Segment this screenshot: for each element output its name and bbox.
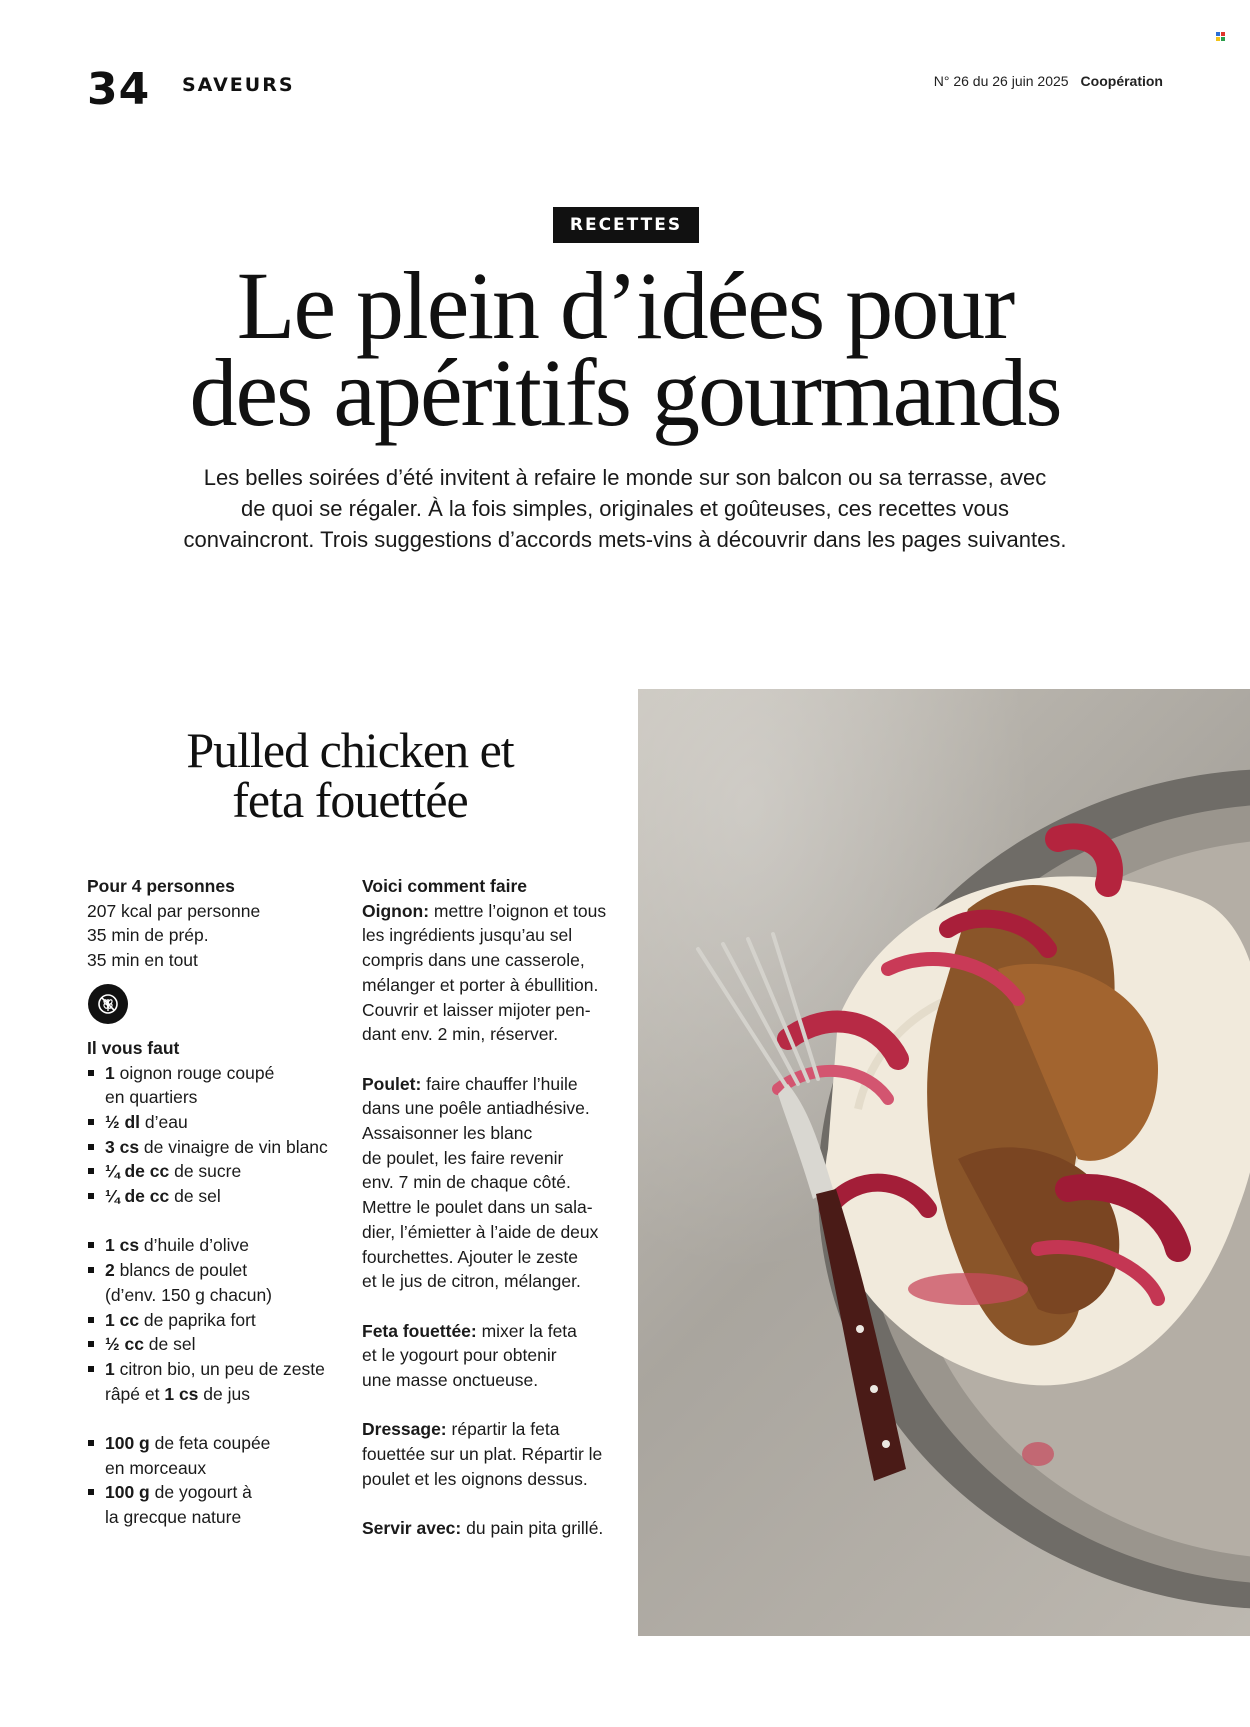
recipe-title — [110, 722, 590, 828]
ingredient-line: la grecque nature — [105, 1507, 242, 1528]
print-registration-mark — [1216, 32, 1225, 41]
ingredient-quantity: 100 g — [105, 1433, 150, 1454]
step-line: Poulet: faire chauffer l’huile — [362, 1073, 578, 1094]
step-line: dans une poêle antiadhésive. — [362, 1098, 590, 1119]
step-line: Oignon: mettre l’oignon et tous — [362, 900, 607, 921]
ingredient-item — [87, 1480, 357, 1529]
step-line: Feta fouettée: mixer la feta — [362, 1320, 577, 1341]
ingredient-line: ½ cc de sel — [105, 1334, 196, 1355]
step-line: mélanger et porter à ébullition. — [362, 974, 599, 995]
magazine-brand: Coopération — [1080, 73, 1163, 89]
recipe-info-column — [87, 874, 357, 1530]
ingredient-line: 1 cs d’huile d’olive — [105, 1235, 249, 1256]
ingredient-line: 100 g de feta coupée — [105, 1433, 271, 1454]
ingredient-line: en morceaux — [105, 1457, 207, 1478]
method-heading: Voici comment faire — [362, 876, 528, 896]
ingredient-item — [87, 1233, 357, 1258]
step-line: et le yogourt pour obtenir — [362, 1345, 557, 1366]
ingredient-item — [87, 1110, 357, 1135]
method-steps — [362, 899, 624, 1541]
ingredient-line: 100 g de yogourt à — [105, 1482, 252, 1503]
step-line: poulet et les oignons dessus. — [362, 1468, 588, 1489]
issue-info — [934, 70, 1163, 92]
ingredient-quantity: 1 cs — [105, 1235, 140, 1256]
method-step — [362, 1319, 624, 1393]
method-column — [362, 874, 624, 1566]
ingredient-quantity: 1 cc — [105, 1309, 140, 1330]
ingredient-quantity: ¼ de cc — [105, 1186, 170, 1207]
ingredient-group — [87, 1061, 357, 1209]
ingredient-line: râpé et 1 cs de jus — [105, 1383, 250, 1404]
step-line: Servir avec: du pain pita grillé. — [362, 1518, 604, 1539]
gluten-free-icon — [88, 984, 128, 1024]
ingredient-line: 2 blancs de poulet — [105, 1260, 248, 1281]
step-line: dier, l’émietter à l’aide de deux — [362, 1221, 599, 1242]
step-line: de poulet, les faire revenir — [362, 1147, 564, 1168]
ingredients-list — [87, 1061, 357, 1530]
step-line: une masse onctueuse. — [362, 1370, 539, 1391]
ingredient-line: 3 cs de vinaigre de vin blanc — [105, 1136, 328, 1157]
ingredient-item — [87, 1159, 357, 1184]
ingredient-quantity: 100 g — [105, 1482, 150, 1503]
step-label: Feta fouettée: — [362, 1320, 477, 1341]
intro-line: de quoi se régaler. À la fois simples, originales et goûteuses, ces recettes vous — [241, 496, 1009, 521]
step-line: Mettre le poulet dans un sala- — [362, 1197, 593, 1218]
total-time: 35 min en tout — [87, 950, 198, 971]
step-line: fouettée sur un plat. Répartir le — [362, 1444, 603, 1465]
intro-line: Les belles soirées d’été invitent à refaire le monde sur son balcon ou sa terrasse, avec — [203, 465, 1047, 490]
ingredient-quantity: 1 — [105, 1358, 115, 1379]
ingredient-line: 1 cc de paprika fort — [105, 1309, 256, 1330]
ingredient-item — [87, 1135, 357, 1160]
ingredient-line: en quartiers — [105, 1087, 198, 1108]
article-intro — [150, 462, 1100, 555]
step-label: Oignon: — [362, 900, 430, 921]
step-line: Couvrir et laisser mijoter pen- — [362, 999, 591, 1020]
servings: Pour 4 personnes — [87, 876, 235, 896]
method-step — [362, 1417, 624, 1491]
ingredient-item — [87, 1357, 357, 1406]
step-line: env. 7 min de chaque côté. — [362, 1172, 571, 1193]
ingredient-quantity: 1 cs — [164, 1383, 199, 1404]
intro-line: convaincront. Trois suggestions d’accords mets-vins à découvrir dans les pages suivantes. — [183, 527, 1067, 552]
step-line: compris dans une casserole, — [362, 950, 585, 971]
recipe-title-line: Pulled chicken et — [186, 722, 514, 778]
ingredient-line: (d’env. 150 g chacun) — [105, 1284, 273, 1305]
ingredient-quantity: 3 cs — [105, 1136, 140, 1157]
step-line: Dressage: répartir la feta — [362, 1419, 560, 1440]
ingredient-item — [87, 1308, 357, 1333]
method-step — [362, 1072, 624, 1294]
prep-time: 35 min de prép. — [87, 925, 209, 946]
calories: 207 kcal par personne — [87, 900, 261, 921]
ingredient-group — [87, 1233, 357, 1406]
ingredient-quantity: 1 — [105, 1062, 115, 1083]
ingredient-line: 1 citron bio, un peu de zeste — [105, 1358, 325, 1379]
ingredient-item — [87, 1332, 357, 1357]
ingredient-line: 1 oignon rouge coupé — [105, 1062, 275, 1083]
headline-line: Le plein d’idées pour — [236, 252, 1014, 359]
ingredient-group — [87, 1431, 357, 1530]
step-line: fourchettes. Ajouter le zeste — [362, 1246, 578, 1267]
ingredients-heading: Il vous faut — [87, 1037, 180, 1058]
ingredient-line: ¼ de cc de sucre — [105, 1161, 242, 1182]
ingredient-quantity: ½ cc — [105, 1334, 144, 1355]
method-step — [362, 899, 624, 1047]
page-number: 34 — [87, 64, 151, 115]
issue-date: N° 26 du 26 juin 2025 — [933, 73, 1069, 89]
step-line: Assaisonner les blanc — [362, 1123, 533, 1144]
step-line: et le jus de citron, mélanger. — [362, 1271, 581, 1292]
ingredient-line: ¼ de cc de sel — [105, 1186, 221, 1207]
method-step — [362, 1516, 624, 1541]
ingredient-item — [87, 1431, 357, 1480]
category-badge: RECETTES — [553, 207, 699, 243]
article-headline — [60, 252, 1190, 446]
ingredient-quantity: ¼ de cc — [105, 1161, 170, 1182]
ingredient-quantity: ½ dl — [105, 1111, 141, 1132]
step-label: Poulet: — [362, 1073, 422, 1094]
ingredient-item — [87, 1258, 357, 1307]
ingredient-item — [87, 1061, 357, 1110]
dish-photo — [638, 689, 1250, 1636]
ingredient-quantity: 2 — [105, 1260, 115, 1281]
ingredient-line: ½ dl d’eau — [105, 1111, 188, 1132]
step-line: dant env. 2 min, réserver. — [362, 1024, 559, 1045]
step-label: Dressage: — [362, 1419, 447, 1440]
step-label: Servir avec: — [362, 1518, 462, 1539]
step-line: les ingrédients jusqu’au sel — [362, 925, 573, 946]
section-name: SAVEURS — [182, 74, 295, 96]
headline-line: des apéritifs gourmands — [189, 339, 1061, 446]
ingredient-item — [87, 1184, 357, 1209]
recipe-title-line: feta fouettée — [232, 772, 468, 828]
